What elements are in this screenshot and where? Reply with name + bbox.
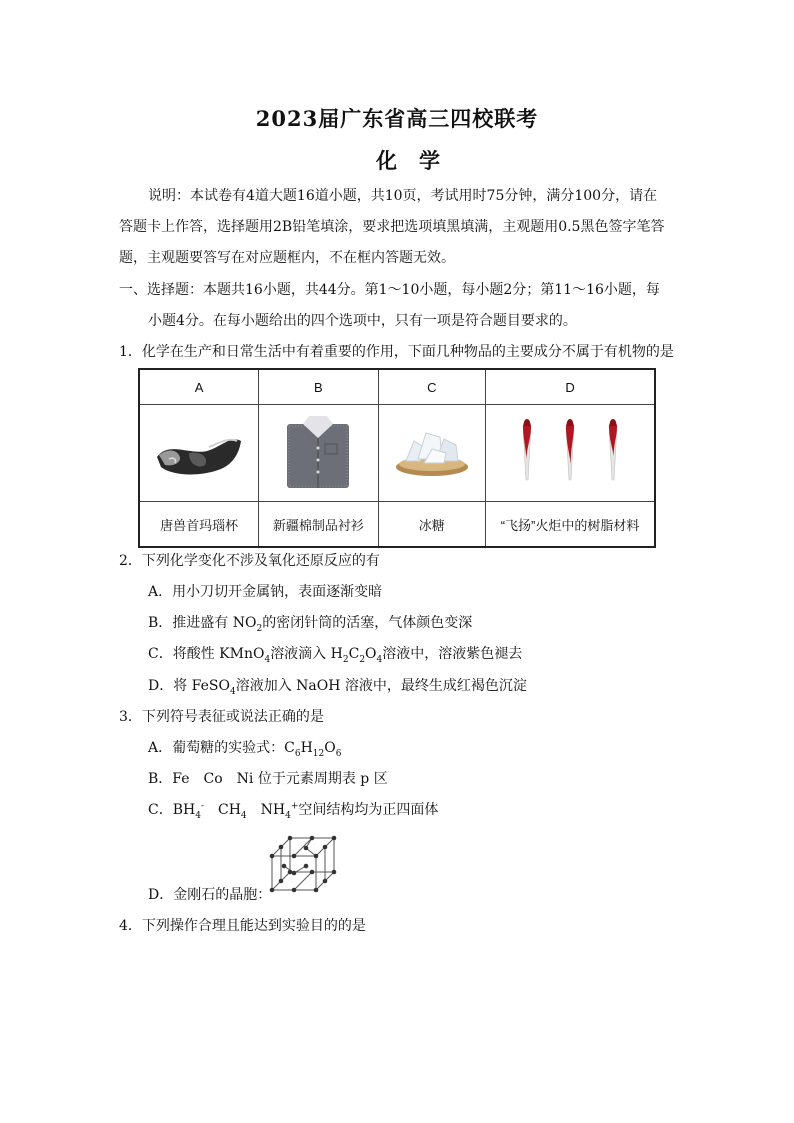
option-letter: A <box>139 369 259 405</box>
question-3-option-b: B．Fe Co Ni 位于元素周期表 p 区 <box>148 771 388 787</box>
option-caption: “飞扬”火炬中的树脂材料 <box>486 502 655 548</box>
question-2-option-d: D．将 FeSO$_4$溶液加入 NaOH 溶液中，最终生成红褐色沉淀 <box>148 678 527 697</box>
rock-sugar-image <box>378 405 486 502</box>
subject-title: 化学 <box>376 148 462 173</box>
agate-cup-image <box>139 405 259 502</box>
instruction-line-1: 说明：本试卷有4道大题16道小题，共10页，考试用时75分钟，满分100分，请在 <box>148 188 658 204</box>
question-4-stem: 4．下列操作合理且能达到实验目的的是 <box>119 918 366 934</box>
option-caption: 唐兽首玛瑙杯 <box>139 502 259 548</box>
question-3-option-d: D．金刚石的晶胞： <box>148 887 272 903</box>
table-row <box>139 405 655 502</box>
question-1-stem: 1．化学在生产和日常生活中有着重要的作用，下面几种物品的主要成分不属于有机物的是 <box>119 344 674 360</box>
shirt-image <box>259 405 378 502</box>
question-1-table <box>138 368 656 548</box>
option-caption: 冰糖 <box>378 502 486 548</box>
instruction-line-2: 答题卡上作答，选择题用2B铅笔填涂，要求把选项填黑填满，主观题用0.5黑色签字笔答 <box>119 219 665 235</box>
diamond-unit-cell-diagram <box>262 830 346 894</box>
instruction-line-3: 题，主观题要答写在对应题框内，不在框内答题无效。 <box>119 250 455 266</box>
option-letter: B <box>259 369 378 405</box>
question-2-option-a: A．用小刀切开金属钠，表面逐渐变暗 <box>148 584 383 600</box>
question-2-stem: 2．下列化学变化不涉及氧化还原反应的有 <box>119 553 380 569</box>
option-letter: D <box>486 369 655 405</box>
exam-title: 2023届广东省高三四校联考 <box>255 106 539 131</box>
section-heading-line-1: 一、选择题：本题共16小题，共44分。第1～10小题，每小题2分；第11～16小题，每 <box>119 282 660 298</box>
option-letter: C <box>378 369 486 405</box>
question-3-stem: 3．下列符号表征或说法正确的是 <box>119 709 324 725</box>
table-row <box>139 369 655 405</box>
table-row <box>139 502 655 548</box>
question-2-option-c: C．将酸性 KMnO$_4$溶液滴入 $H_2C_2O_4$溶液中，溶液紫色褪去 <box>148 646 523 665</box>
option-caption: 新疆棉制品衬衫 <box>259 502 378 548</box>
torch-image <box>486 405 655 502</box>
question-3-option-a: A．葡萄糖的实验式：$C_6H_{12}O_6$ <box>148 740 342 759</box>
section-heading-line-2: 小题4分。在每小题给出的四个选项中，只有一项是符合题目要求的。 <box>148 313 577 329</box>
question-2-option-b: B．推进盛有 $NO_2$的密闭针筒的活塞，气体颜色变深 <box>148 615 473 634</box>
question-3-option-c: C．$BH_4^-$ $CH_4$ $NH_4^+$空间结构均为正四面体 <box>148 801 439 821</box>
